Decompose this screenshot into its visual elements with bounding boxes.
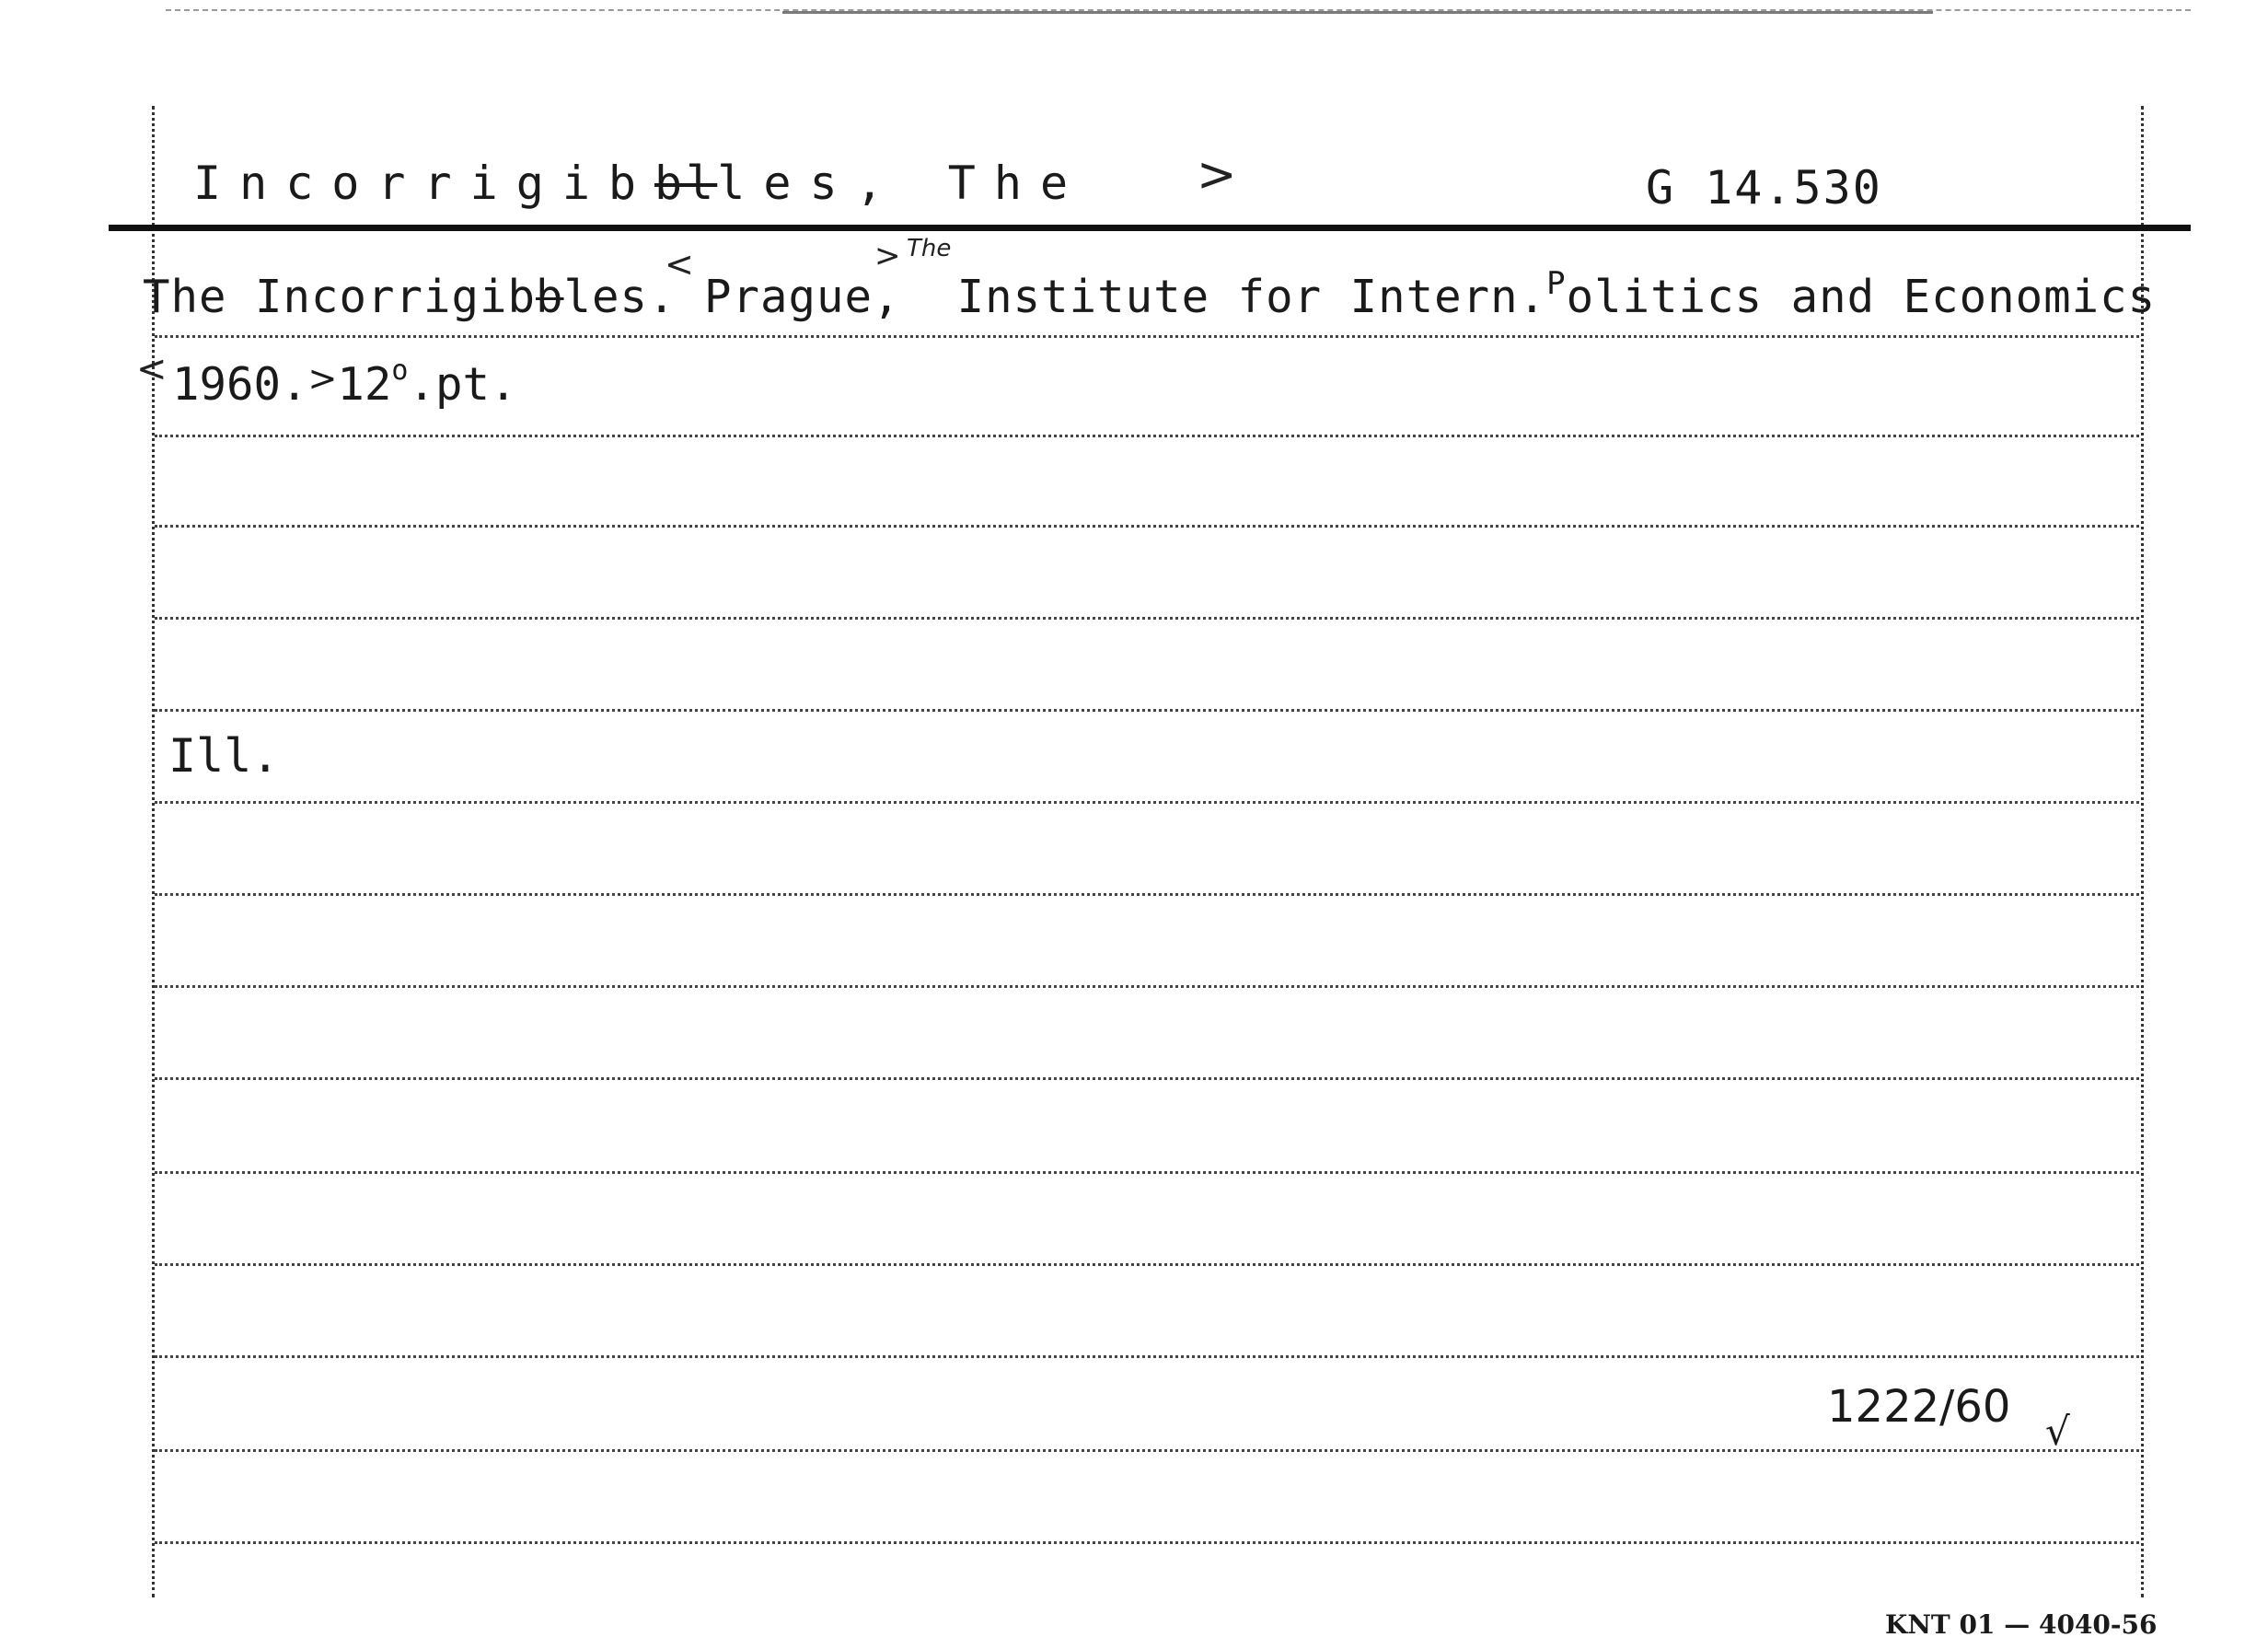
ruled-line	[155, 1077, 2139, 1080]
description-line-1	[143, 265, 2156, 323]
format-degree: o	[391, 354, 409, 387]
ruled-line	[155, 801, 2139, 804]
heading-part-1: Incorrigib	[193, 157, 655, 210]
open-bracket-mark-1: <	[665, 244, 694, 285]
ruled-line	[155, 1263, 2139, 1266]
ruled-line	[155, 1171, 2139, 1174]
checkmark-icon: √	[2045, 1409, 2070, 1454]
ruled-line	[155, 617, 2139, 620]
ruled-line	[155, 709, 2139, 712]
card-heading	[193, 157, 1086, 210]
ruled-line	[155, 985, 2139, 988]
handwritten-insert-the: The	[907, 235, 952, 262]
accession-number: 1222/60	[1827, 1381, 2011, 1433]
call-number: G 14.530	[1646, 161, 1882, 215]
ruled-line	[155, 435, 2139, 437]
description-title-a: The Incorrigib	[143, 271, 537, 323]
description-publisher-a: Institute for Intern.	[956, 271, 1547, 323]
ruled-line	[155, 525, 2139, 528]
card-top-edge-rule	[782, 11, 1933, 14]
close-bracket-mark-1: >	[874, 238, 901, 274]
ruled-line	[155, 893, 2139, 896]
description-publisher-b: olitics and Economics	[1566, 271, 2157, 323]
description-title-b: les.	[563, 271, 677, 323]
heading-bracket-mark: >	[1197, 147, 1237, 203]
ruled-line	[155, 335, 2139, 338]
description-publisher-correction: P	[1546, 265, 1567, 302]
open-bracket-mark-2: <	[136, 348, 168, 390]
heading-struck-text: bl	[654, 157, 718, 210]
card-right-border	[2141, 106, 2144, 1597]
publication-year: 1960.	[172, 358, 308, 411]
close-bracket-mark-2: >	[307, 358, 338, 399]
ruled-line	[155, 1449, 2139, 1452]
description-place: Prague,	[676, 271, 901, 323]
ruled-line	[155, 1355, 2139, 1358]
ruled-line	[155, 1541, 2139, 1544]
description-line-2	[172, 354, 516, 411]
form-number: KNT 01 — 4040-56	[1885, 1609, 2158, 1640]
description-struck-letter: b	[536, 271, 564, 323]
card-left-border	[152, 106, 155, 1597]
heading-part-2: les, The	[717, 157, 1087, 210]
heading-rule	[109, 225, 2191, 231]
illustrations-note: Ill.	[168, 729, 280, 783]
format-pt: .pt.	[408, 358, 517, 411]
format-size: 12	[337, 358, 392, 411]
